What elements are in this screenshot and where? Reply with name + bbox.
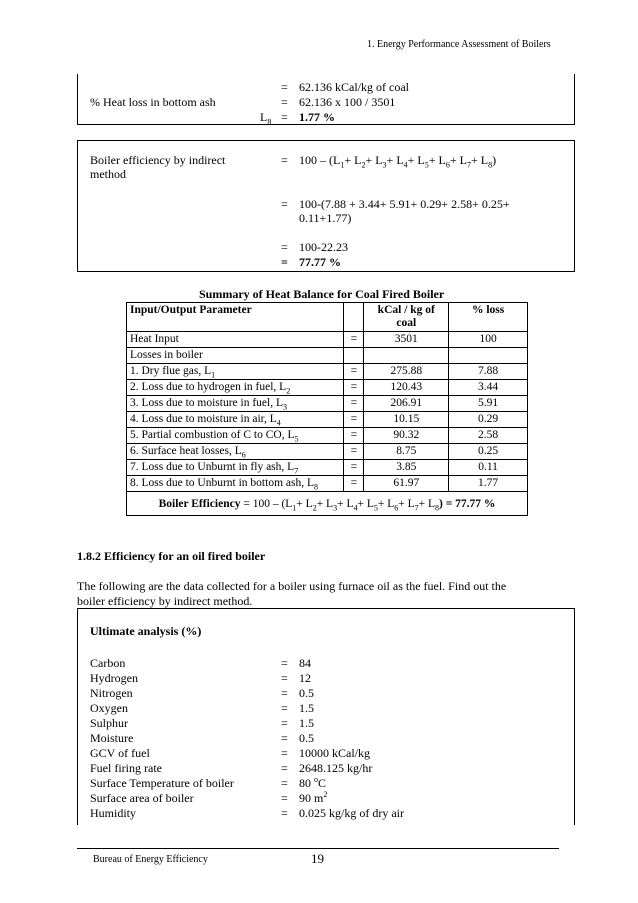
table-row: [127, 332, 528, 348]
table-row: [127, 348, 528, 364]
ultimate-row-label: Carbon: [90, 656, 126, 670]
efficiency-cell: Boiler Efficiency = $100 - (L_1+ L_2+ L_3+ L_4+ L_5+ L_6+ L_7+ L_8) = 77.77$ %: [127, 492, 528, 516]
loss-cell: 3.44: [449, 380, 528, 396]
loss-cell: 100: [449, 332, 528, 348]
indirect-label: Boiler efficiency by indirect method: [90, 153, 226, 181]
page-number: 19: [311, 851, 324, 866]
equals-sign: =: [281, 671, 288, 685]
equals-sign: =: [281, 656, 288, 670]
equals-cell: =: [344, 444, 364, 460]
equals-sign: =: [281, 110, 288, 124]
formula-subscript: 1: [340, 160, 345, 170]
param-cell: Losses in boiler: [127, 348, 344, 364]
loss-cell: 0.25: [449, 444, 528, 460]
heat-balance-table: [126, 302, 528, 516]
param-cell: 5. Partial combustion of C to CO, $L_5$: [127, 428, 344, 444]
equals-cell: =: [344, 332, 364, 348]
kcal-cell: 206.91: [364, 396, 449, 412]
ultimate-row-label: Sulphur: [90, 716, 129, 730]
equals-cell: =: [344, 428, 364, 444]
efficiency-row: [127, 492, 528, 516]
section-heading: 1.8.2 Efficiency for an oil fired boiler: [77, 549, 266, 563]
surface-area-value: 90 $m^2$: [299, 790, 328, 805]
equals-sign: =: [281, 80, 288, 94]
equals-sign: =: [281, 255, 288, 269]
kcal-cell: 61.97: [364, 476, 449, 492]
bottom-ash-eq2: 62.136 x 100 / 3501: [299, 95, 396, 109]
equals-cell: =: [344, 380, 364, 396]
loss-cell: [449, 348, 528, 364]
bottom-ash-eq1: 62.136 kCal/kg of coal: [299, 80, 409, 94]
section-para-line1: The following are the data collected for a boiler using furnace oil as the fuel. Find out the: [77, 579, 507, 593]
equals-sign: =: [281, 153, 288, 167]
equals-sign: =: [281, 716, 288, 730]
ultimate-row-label: Hydrogen: [90, 671, 138, 685]
ultimate-row-value: 84: [299, 656, 311, 670]
ultimate-row-value: 12: [299, 671, 311, 685]
table-row: [127, 396, 528, 412]
ultimate-title: Ultimate analysis (%): [90, 624, 202, 638]
kcal-cell: 8.75: [364, 444, 449, 460]
table-row: [127, 428, 528, 444]
formula-subscript: 7: [466, 160, 471, 170]
kcal-cell: 10.15: [364, 412, 449, 428]
table-row: [127, 444, 528, 460]
ultimate-row-value: 1.5: [299, 701, 314, 715]
ultimate-row-label: GCV of fuel: [90, 746, 150, 760]
running-header: 1. Energy Performance Assessment of Boilers: [367, 39, 551, 50]
formula-subscript: 3: [382, 160, 387, 170]
equals-sign: =: [281, 686, 288, 700]
efficiency-result: ) = 77.77 %: [439, 498, 496, 510]
loss-cell: 2.58: [449, 428, 528, 444]
col-header-kcal: kCal / kg of coal: [364, 303, 449, 332]
indirect-result: 77.77 %: [299, 255, 341, 269]
equals-sign: =: [281, 701, 288, 715]
param-cell: 3. Loss due to moisture in fuel, $L_3$: [127, 396, 344, 412]
col-header-param: Input/Output Parameter: [127, 303, 344, 332]
col-header-loss: % loss: [449, 303, 528, 332]
param-cell: 4. Loss due to moisture in air, $L_4$: [127, 412, 344, 428]
table-row: [127, 460, 528, 476]
equals-sign: =: [281, 95, 288, 109]
ultimate-row-value: 10000 kCal/kg: [299, 746, 370, 760]
equals-sign: =: [281, 746, 288, 760]
equals-cell: =: [344, 460, 364, 476]
equals-cell: =: [344, 476, 364, 492]
ultimate-row-value: 0.5: [299, 731, 314, 745]
kcal-cell: 275.88: [364, 364, 449, 380]
equals-sign: =: [281, 731, 288, 745]
kcal-cell: 90.32: [364, 428, 449, 444]
table-row: [127, 380, 528, 396]
kcal-cell: 3.85: [364, 460, 449, 476]
equals-sign: =: [281, 197, 288, 211]
footer-org: Bureau of Energy Efficiency: [93, 854, 208, 865]
param-cell: 7. Loss due to Unburnt in fly ash, $L_7$: [127, 460, 344, 476]
equals-sign: =: [281, 791, 288, 805]
indirect-line2b: 0.11+1.77): [299, 211, 352, 225]
indirect-formula: $100 - (L_1+ L_2+ L_3+ L_4+ L_5+ L_6+ L_7+ L_8)$: [299, 153, 497, 170]
ultimate-row-label: Moisture: [90, 731, 134, 745]
loss-cell: 7.88: [449, 364, 528, 380]
param-cell: 8. Loss due to Unburnt in bottom ash, $L_8$: [127, 476, 344, 492]
surface-area-label: Surface area of boiler: [90, 791, 194, 805]
ultimate-row-value: 1.5: [299, 716, 314, 730]
table-header-row: [127, 303, 528, 332]
section-para-line2: boiler efficiency by indirect method.: [77, 594, 253, 608]
equals-cell: [344, 348, 364, 364]
table-row: [127, 364, 528, 380]
formula-subscript: 5: [424, 160, 429, 170]
kcal-cell: 120.43: [364, 380, 449, 396]
formula-subscript: 2: [361, 160, 366, 170]
loss-cell: 5.91: [449, 396, 528, 412]
ultimate-row-label: Nitrogen: [90, 686, 133, 700]
kcal-cell: [364, 348, 449, 364]
equals-sign: =: [281, 776, 288, 790]
kcal-cell: 3501: [364, 332, 449, 348]
loss-cell: 0.11: [449, 460, 528, 476]
footer-rule: [77, 848, 559, 849]
ultimate-row-value: 0.5: [299, 686, 314, 700]
loss-cell: 0.29: [449, 412, 528, 428]
equals-cell: =: [344, 412, 364, 428]
loss-cell: 1.77: [449, 476, 528, 492]
formula-subscript: 4: [403, 160, 408, 170]
equals-sign: =: [281, 240, 288, 254]
indirect-line3: 100-22.23: [299, 240, 348, 254]
formula-subscript: 6: [445, 160, 450, 170]
ultimate-row-value: 2648.125 kg/hr: [299, 761, 373, 775]
param-cell: 1. Dry flue gas, $L_1$: [127, 364, 344, 380]
equals-sign: =: [281, 761, 288, 775]
formula-subscript: 8: [488, 160, 493, 170]
ultimate-row-label: Oxygen: [90, 701, 128, 715]
param-cell: 6. Surface heat losses, $L_6$: [127, 444, 344, 460]
param-cell: 2. Loss due to hydrogen in fuel, $L_2$: [127, 380, 344, 396]
humidity-label: Humidity: [90, 806, 137, 820]
bottom-ash-label: % Heat loss in bottom ash: [90, 95, 216, 109]
surface-temperature-value: 80 $^o$C: [299, 775, 327, 790]
formula-prefix: 100 – (L: [299, 153, 341, 167]
table-row: [127, 412, 528, 428]
equals-cell: =: [344, 364, 364, 380]
ultimate-row-label: Fuel firing rate: [90, 761, 162, 775]
bottom-ash-result: 1.77 %: [299, 110, 335, 124]
efficiency-label: Boiler Efficiency: [158, 498, 241, 510]
equals-cell: =: [344, 396, 364, 412]
surface-temperature-label: Surface Temperature of boiler: [90, 776, 234, 790]
summary-title: Summary of Heat Balance for Coal Fired Boiler: [199, 287, 445, 301]
humidity-value: 0.025 kg/kg of dry air: [299, 806, 404, 820]
equals-sign: =: [281, 806, 288, 820]
param-cell: Heat Input: [127, 332, 344, 348]
table-row: [127, 476, 528, 492]
bottom-ash-lhs: $L_8$: [260, 110, 272, 127]
indirect-line2a: 100-(7.88 + 3.44+ 5.91+ 0.29+ 2.58+ 0.25+: [299, 197, 510, 211]
